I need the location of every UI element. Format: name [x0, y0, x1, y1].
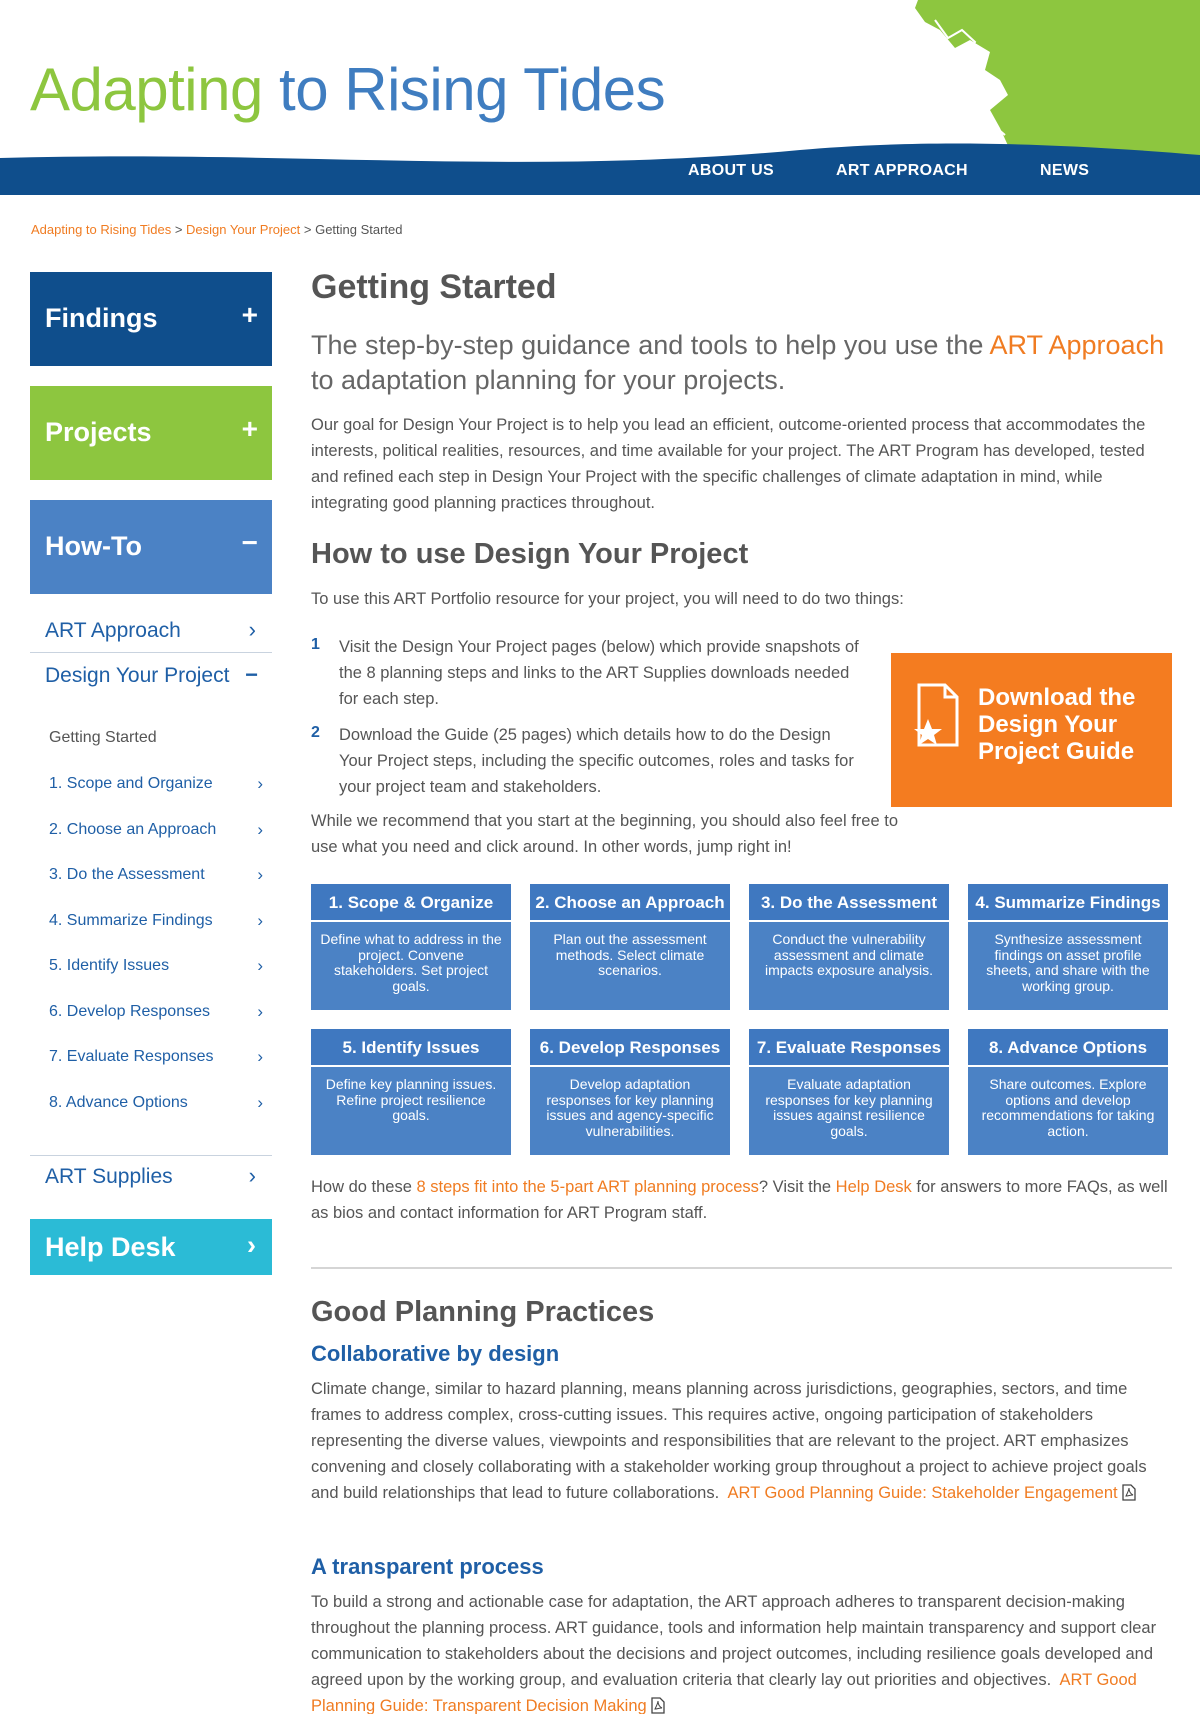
chevron-right-icon: ›	[257, 956, 263, 975]
sidebar-help-desk[interactable]	[30, 1219, 272, 1275]
breadcrumb	[31, 222, 403, 237]
collaborative-text: Climate change, similar to hazard planning, means planning across jurisdictions, geographies, sectors, and time frames to address complex, cross-cutting issues. This requires active, ongoing participation of stakeholders representing the diverse values, viewpoints and responsibilities that are relevant to the project. ART emphasizes convening and closely collaborating with a stakeholder working group throughout a project to achieve project goals and build relationships that lead to future collaborations.	[311, 1380, 1147, 1502]
sidebar-item-art-approach[interactable]	[30, 609, 272, 653]
sidebar-item-label: ART Approach	[45, 619, 181, 642]
download-guide-label: Download the Design Your Project Guide	[978, 684, 1136, 765]
sidebar-subitem-label: 3. Do the Assessment	[49, 866, 205, 883]
sidebar-subitem-issues[interactable]	[49, 957, 267, 983]
step-card-title: 4. Summarize Findings	[968, 884, 1168, 922]
intro-text-before: The step-by-step guidance and tools to help you use the	[311, 330, 990, 360]
step-card-title: 6. Develop Responses	[530, 1029, 730, 1067]
chevron-right-icon: ›	[247, 1230, 256, 1260]
transparent-paragraph	[311, 1589, 1172, 1714]
step-card-approach[interactable]	[530, 884, 730, 1010]
nav-about-us[interactable]: ABOUT US	[688, 162, 774, 179]
sidebar-subitem-advance[interactable]	[49, 1094, 267, 1120]
step-card-summarize[interactable]	[968, 884, 1168, 1010]
plus-icon[interactable]: +	[241, 413, 258, 444]
sidebar-subitem-label: 4. Summarize Findings	[49, 912, 213, 929]
sidebar-how-to[interactable]	[30, 500, 272, 594]
step-card-title: 8. Advance Options	[968, 1029, 1168, 1067]
sidebar-item-design-your-project[interactable]	[30, 654, 272, 698]
help-desk-link[interactable]: Help Desk	[835, 1178, 912, 1196]
step-card-desc: Develop adaptation responses for key planning issues and agency-specific vulnerabilities.	[546, 1076, 714, 1139]
sidebar-projects-label: Projects	[45, 417, 152, 447]
chevron-right-icon: ›	[257, 865, 263, 884]
sidebar-subitem-approach[interactable]	[49, 821, 267, 847]
step-card-desc: Define what to address in the project. Convene stakeholders. Set project goals.	[320, 931, 502, 994]
step-card-desc: Conduct the vulnerability assessment and climate impacts exposure analysis.	[764, 931, 934, 978]
step-card-title: 7. Evaluate Responses	[749, 1029, 949, 1067]
section-heading-how-to-use: How to use Design Your Project	[311, 538, 749, 570]
top-nav	[640, 162, 1200, 184]
step-card-title: 5. Identify Issues	[311, 1029, 511, 1067]
chevron-right-icon: ›	[257, 1093, 263, 1112]
chevron-right-icon: ›	[248, 1163, 256, 1188]
sidebar-subitem-develop[interactable]	[49, 1003, 267, 1029]
sidebar-findings-label: Findings	[45, 303, 158, 333]
sidebar-item-art-supplies[interactable]	[30, 1155, 272, 1201]
art-approach-link[interactable]: ART Approach	[989, 330, 1165, 360]
sidebar-item-label: ART Supplies	[45, 1165, 173, 1188]
sidebar-subitem-evaluate[interactable]	[49, 1048, 267, 1074]
step-number: 2	[311, 724, 320, 741]
sidebar-findings[interactable]	[30, 272, 272, 366]
sidebar-subitem-assessment[interactable]	[49, 866, 267, 892]
page-title: Getting Started	[311, 268, 557, 306]
step-card-desc: Evaluate adaptation responses for key planning issues against resilience goals.	[765, 1076, 933, 1139]
sidebar-subitem-label: 7. Evaluate Responses	[49, 1048, 214, 1065]
sidebar-subitem-findings[interactable]	[49, 912, 267, 938]
document-star-icon	[911, 683, 961, 749]
breadcrumb-separator: >	[174, 222, 183, 237]
step-card-title: 2. Choose an Approach	[530, 884, 730, 922]
breadcrumb-separator: >	[303, 222, 312, 237]
chevron-right-icon: ›	[257, 1002, 263, 1021]
step-number: 1	[311, 636, 320, 653]
plus-icon[interactable]: +	[241, 299, 258, 330]
step-card-desc: Share outcomes. Explore options and develop recommendations for taking action.	[981, 1076, 1155, 1139]
sidebar-help-desk-label: Help Desk	[45, 1232, 176, 1262]
chevron-right-icon: ›	[257, 911, 263, 930]
planning-process-link[interactable]: 8 steps fit into the 5-part ART planning process	[416, 1178, 759, 1196]
transparent-text: To build a strong and actionable case for adaptation, the ART approach adheres to transparent decision-making throughout the planning process. ART guidance, tools and information help maintain transparency and support clear communication to stakeholders about the decisions and project outcomes, including resilience goals developed and agreed upon by the working group, and evaluation criteria that clearly lay out priorities and objectives.	[311, 1593, 1157, 1689]
pdf-icon	[1122, 1484, 1136, 1501]
step-card-evaluate[interactable]	[749, 1029, 949, 1155]
sidebar-subitem-label: 2. Choose an Approach	[49, 821, 217, 838]
site-header	[0, 0, 1200, 195]
breadcrumb-current: Getting Started	[315, 222, 403, 237]
transparent-decision-link[interactable]: ART Good Planning Guide: Transparent Decision Making	[311, 1671, 1137, 1714]
sidebar-subitem-label: 1. Scope and Organize	[49, 775, 213, 792]
step-card-desc: Synthesize assessment findings on asset profile sheets, and share with the working group.	[986, 931, 1150, 994]
chevron-right-icon: ›	[257, 1047, 263, 1066]
faq-paragraph	[311, 1174, 1172, 1226]
download-guide-button[interactable]	[891, 653, 1172, 807]
nav-art-approach[interactable]: ART APPROACH	[836, 162, 968, 179]
step-card-title: 1. Scope & Organize	[311, 884, 511, 922]
breadcrumb-home[interactable]: Adapting to Rising Tides	[31, 222, 172, 237]
recommend-paragraph: While we recommend that you start at the beginning, you should also feel free to use what you need and click around. In other words, jump right in!	[311, 812, 898, 856]
intro-text-after: to adaptation planning for your projects.	[311, 365, 786, 395]
site-title-part2: to Rising Tides	[279, 56, 666, 123]
subheading-transparent: A transparent process	[311, 1554, 544, 1579]
subheading-collaborative: Collaborative by design	[311, 1341, 560, 1366]
pdf-icon	[651, 1697, 665, 1714]
sidebar-subitem-scope[interactable]	[49, 775, 267, 801]
step-card-assessment[interactable]	[749, 884, 949, 1010]
chevron-right-icon: ›	[248, 617, 256, 642]
sidebar-how-to-label: How-To	[45, 531, 142, 561]
faq-text-c: for answers to more FAQs, as well as bios and contact information for ART Program staff.	[311, 1178, 1168, 1222]
chevron-right-icon: ›	[257, 820, 263, 839]
sidebar-current-page: Getting Started	[49, 729, 157, 746]
sidebar-projects[interactable]	[30, 386, 272, 480]
site-title-part1: Adapting	[30, 56, 263, 123]
breadcrumb-design-your-project[interactable]: Design Your Project	[186, 222, 301, 237]
step-card-advance[interactable]	[968, 1029, 1168, 1155]
sidebar-subitem-label: 6. Develop Responses	[49, 1003, 210, 1020]
step-card-desc: Plan out the assessment methods. Select climate scenarios.	[553, 931, 707, 978]
minus-icon[interactable]: −	[241, 527, 258, 558]
how-to-paragraph: To use this ART Portfolio resource for your project, you will need to do two things:	[311, 590, 904, 608]
step-card-title: 3. Do the Assessment	[749, 884, 949, 922]
site-title[interactable]	[30, 55, 665, 124]
step-card-scope[interactable]	[311, 884, 511, 1010]
collaborative-paragraph	[311, 1376, 1172, 1506]
intro-text	[311, 328, 1172, 398]
faq-text-a: How do these	[311, 1178, 417, 1196]
step-card-develop[interactable]	[530, 1029, 730, 1155]
minus-icon[interactable]: −	[245, 662, 258, 687]
stakeholder-engagement-link[interactable]: ART Good Planning Guide: Stakeholder Engagement	[727, 1484, 1118, 1502]
faq-text-b: ? Visit the	[758, 1178, 836, 1196]
section-heading-good-planning: Good Planning Practices	[311, 1296, 655, 1328]
sidebar-subitem-label: 5. Identify Issues	[49, 957, 170, 974]
chevron-right-icon: ›	[257, 774, 263, 793]
goal-paragraph: Our goal for Design Your Project is to help you lead an efficient, outcome-oriented process that accommodates the interests, political realities, resources, and time available for your project. The ART Program has developed, tested and refined each step in Design Your Project with the specific challenges of climate adaptation in mind, while integrating good planning practices throughout.	[311, 416, 1146, 512]
step-text: Visit the Design Your Project pages (below) which provide snapshots of the 8 planning steps and links to the ART Supplies downloads needed for each step.	[339, 638, 859, 708]
sidebar-subitem-label: 8. Advance Options	[49, 1094, 188, 1111]
sidebar-item-label: Design Your Project	[45, 664, 230, 687]
nav-news[interactable]: NEWS	[1040, 162, 1090, 179]
section-divider	[311, 1267, 1172, 1269]
step-card-identify[interactable]	[311, 1029, 511, 1155]
step-card-desc: Define key planning issues. Refine project resilience goals.	[325, 1076, 497, 1123]
map-graphic	[915, 0, 1200, 160]
step-text: Download the Guide (25 pages) which details how to do the Design Your Project steps, including the specific outcomes, roles and tasks for your project team and stakeholders.	[339, 726, 854, 796]
